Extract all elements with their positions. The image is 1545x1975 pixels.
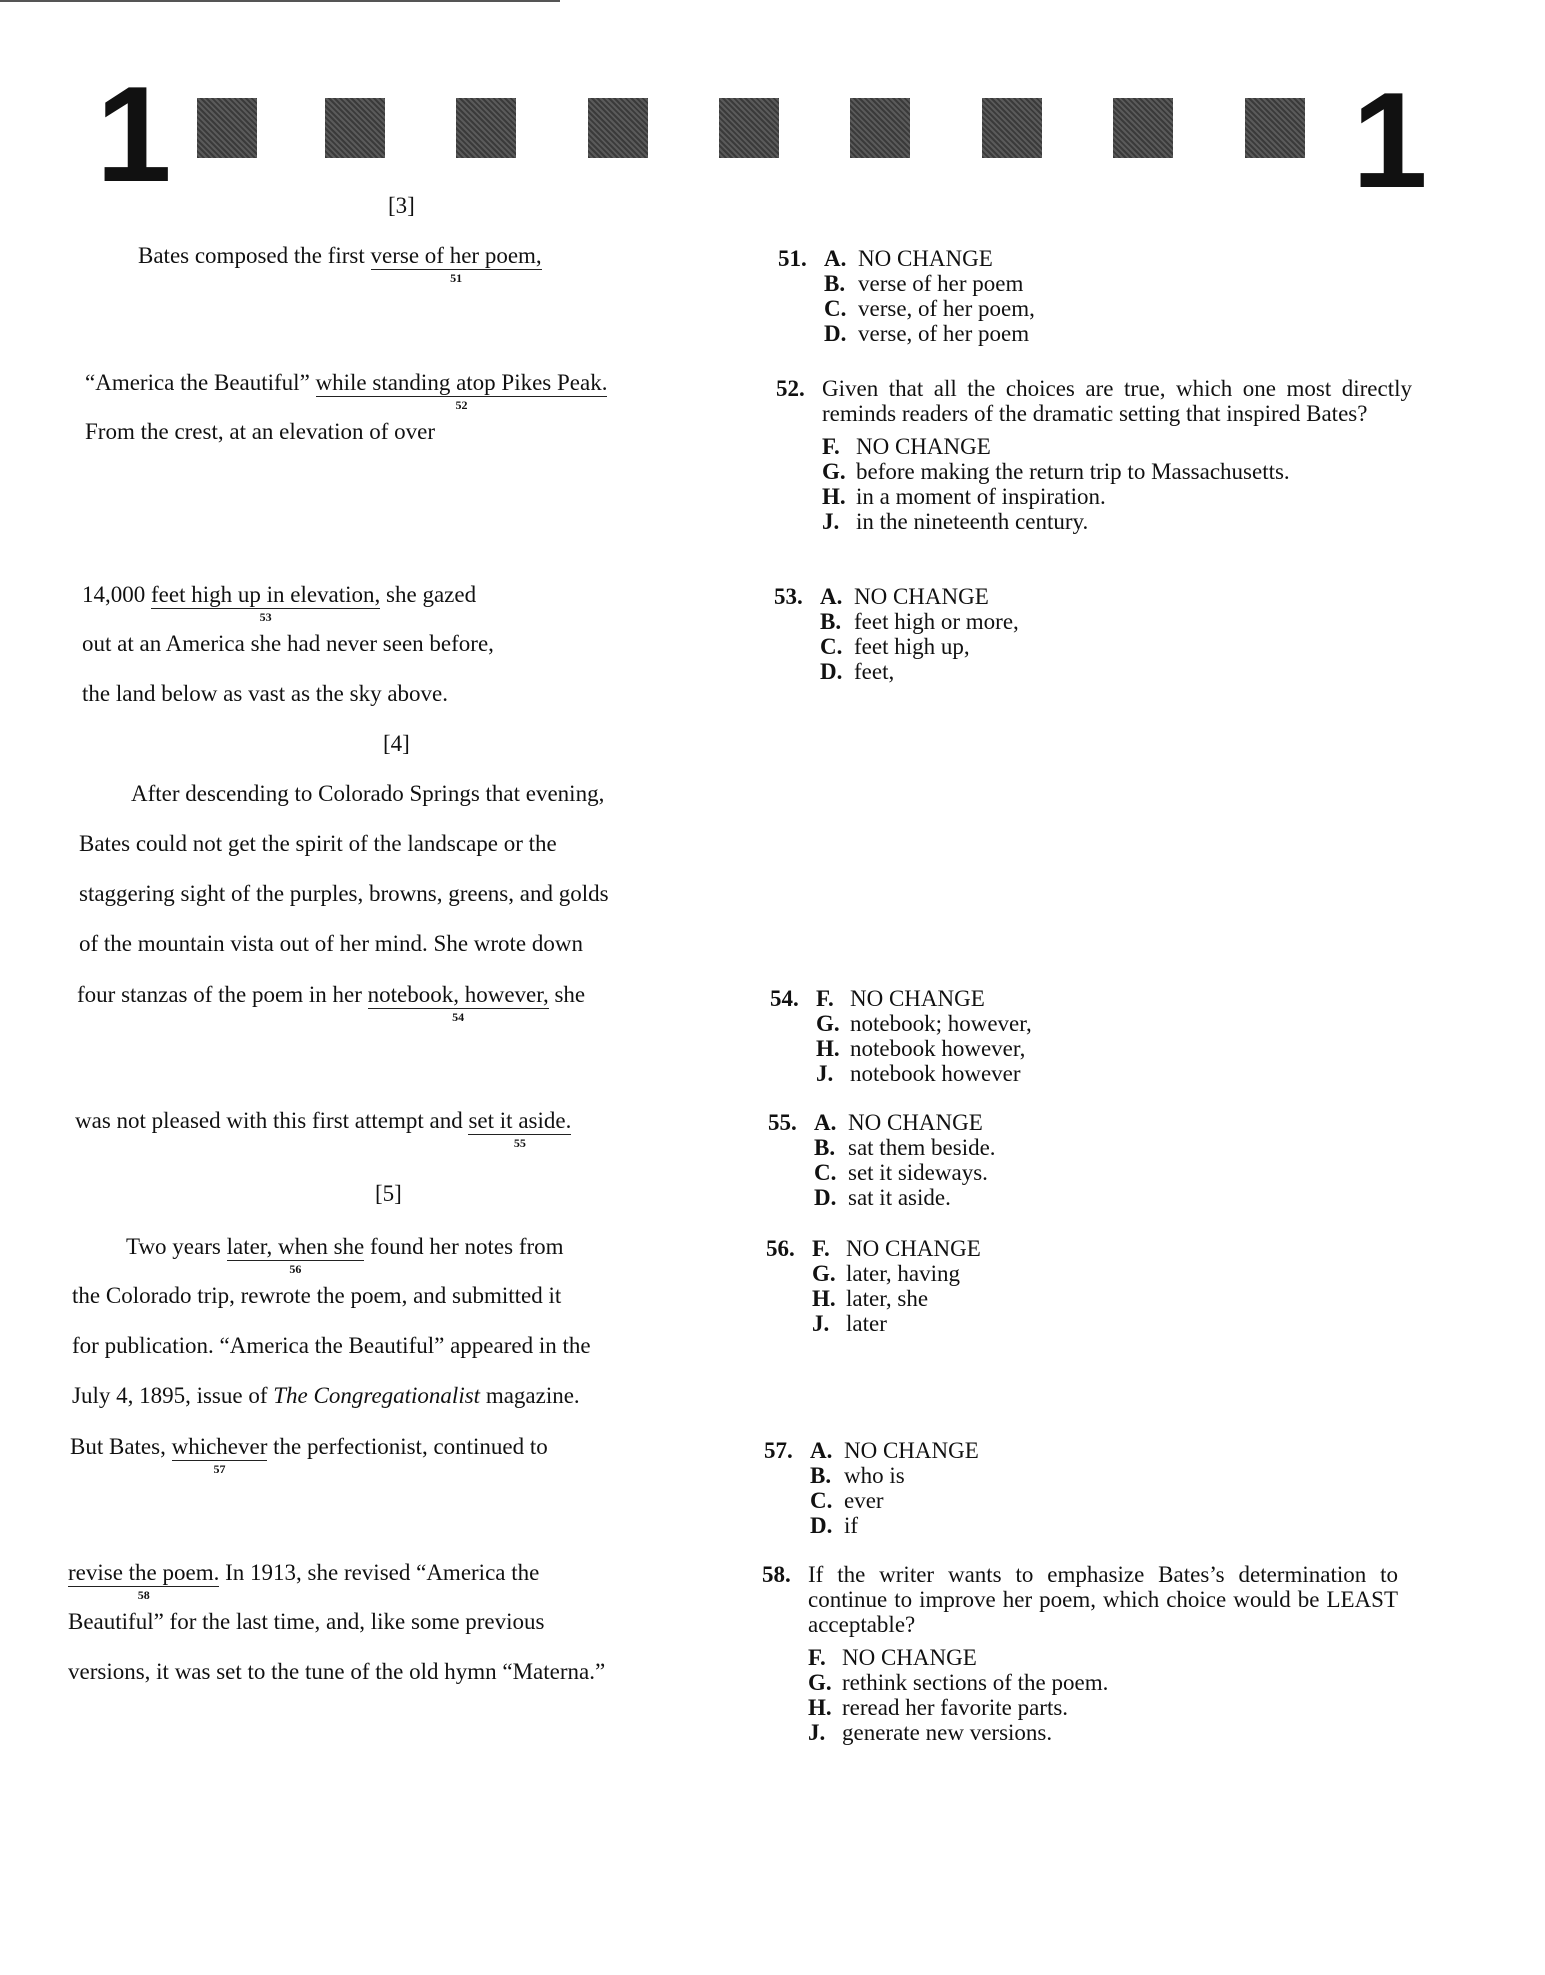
option-letter: G.	[808, 1670, 832, 1695]
question-marker: 57	[213, 1462, 226, 1477]
question-stem: Given that all the choices are true, which one most directly reminds readers of the dramatic setting that inspired Bates?	[822, 376, 1412, 426]
option-text: before making the return trip to Massachusetts.	[856, 459, 1290, 484]
question-58	[762, 1562, 1398, 1745]
option-letter: B.	[820, 609, 842, 634]
option-text: who is	[844, 1463, 905, 1488]
passage-line	[138, 243, 542, 286]
passage-text: Two years	[126, 1234, 227, 1259]
underlined-text: verse of her poem,	[370, 243, 542, 268]
option-letter: C.	[824, 296, 847, 321]
answer-option[interactable]	[762, 1670, 1398, 1695]
option-letter: H.	[812, 1286, 836, 1311]
question-number: 52.	[776, 376, 805, 401]
answer-option[interactable]	[762, 1645, 1398, 1670]
passage-line	[85, 370, 608, 413]
option-text: NO CHANGE	[842, 1645, 977, 1670]
option-letter: D.	[814, 1185, 837, 1210]
passage-line: out at an America she had never seen before,	[82, 631, 494, 656]
question-number: 54.	[770, 986, 799, 1011]
option-letter: C.	[810, 1488, 833, 1513]
option-letter: D.	[824, 321, 847, 346]
question-52	[776, 376, 1412, 534]
option-text: sat it aside.	[848, 1185, 951, 1210]
option-letter: J.	[822, 509, 840, 534]
option-text: feet high or more,	[854, 609, 1019, 634]
option-letter: J.	[812, 1311, 830, 1336]
passage-line	[82, 582, 477, 625]
option-letter: H.	[822, 484, 846, 509]
passage	[0, 0, 760, 1975]
option-text: verse, of her poem,	[858, 296, 1035, 321]
passage-line: Beautiful” for the last time, and, like some previous	[68, 1609, 545, 1634]
question-number: 56.	[766, 1236, 795, 1261]
answer-option[interactable]	[762, 1720, 1398, 1745]
question-marker: 51	[450, 271, 463, 286]
option-text: later, having	[846, 1261, 961, 1286]
passage-text: But Bates,	[70, 1434, 172, 1459]
underlined-text: whichever	[171, 1434, 268, 1459]
passage-text: “America the Beautiful”	[85, 370, 316, 395]
underlined-portion-55[interactable]	[468, 1108, 572, 1151]
option-text: in a moment of inspiration.	[856, 484, 1106, 509]
passage-line: for publication. “America the Beautiful” appeared in the	[72, 1333, 591, 1358]
option-text: NO CHANGE	[844, 1438, 979, 1463]
option-letter: F.	[808, 1645, 826, 1670]
underlined-portion-58[interactable]	[68, 1560, 220, 1603]
answer-option[interactable]	[776, 484, 1412, 509]
option-letter: B.	[810, 1463, 832, 1488]
option-text: NO CHANGE	[848, 1110, 983, 1135]
question-marker: 52	[455, 398, 468, 413]
passage-text: July 4, 1895, issue of	[72, 1383, 274, 1408]
passage-line: Bates could not get the spirit of the landscape or the	[79, 831, 557, 856]
option-text: NO CHANGE	[858, 246, 993, 271]
option-text: reread her favorite parts.	[842, 1695, 1069, 1720]
option-text: notebook; however,	[850, 1011, 1032, 1036]
option-text: feet high up,	[854, 634, 970, 659]
option-letter: H.	[816, 1036, 840, 1061]
underlined-portion-56[interactable]	[226, 1234, 365, 1277]
option-letter: C.	[814, 1160, 837, 1185]
underlined-portion-52[interactable]	[315, 370, 608, 413]
underlined-text: revise the poem.	[68, 1560, 220, 1585]
underlined-portion-51[interactable]	[370, 243, 542, 286]
passage-text: she gazed	[380, 582, 477, 607]
option-letter: F.	[822, 434, 840, 459]
passage-line	[75, 1108, 572, 1151]
option-letter: G.	[812, 1261, 836, 1286]
passage-text: found her notes from	[364, 1234, 564, 1259]
passage-text: magazine.	[480, 1383, 580, 1408]
option-text: NO CHANGE	[846, 1236, 981, 1261]
option-letter: D.	[820, 659, 843, 684]
publication-title: The Congregationalist	[273, 1383, 481, 1408]
underlined-text: later, when she	[226, 1234, 365, 1259]
option-letter: D.	[810, 1513, 833, 1538]
passage-text: In 1913, she revised “America the	[219, 1560, 540, 1585]
underlined-text: notebook, however,	[367, 982, 549, 1007]
question-column	[760, 0, 1545, 1975]
passage-line: After descending to Colorado Springs that evening,	[131, 781, 605, 806]
underlined-text: set it aside.	[468, 1108, 572, 1133]
option-text: ever	[844, 1488, 884, 1513]
option-letter: C.	[820, 634, 843, 659]
option-letter: F.	[812, 1236, 830, 1261]
option-letter: A.	[810, 1438, 833, 1463]
passage-line: of the mountain vista out of her mind. She wrote down	[79, 931, 584, 956]
question-number: 58.	[762, 1562, 791, 1587]
option-text: rethink sections of the poem.	[842, 1670, 1109, 1695]
passage-text: four stanzas of the poem in her	[77, 982, 368, 1007]
option-letter: B.	[814, 1135, 836, 1160]
option-text: set it sideways.	[848, 1160, 988, 1185]
option-text: notebook however	[850, 1061, 1021, 1086]
passage-text: 14,000	[82, 582, 151, 607]
underlined-text: while standing atop Pikes Peak.	[315, 370, 608, 395]
question-marker: 53	[259, 610, 272, 625]
question-number: 55.	[768, 1110, 797, 1135]
paragraph-number: [5]	[375, 1181, 402, 1206]
option-letter: J.	[808, 1720, 826, 1745]
option-text: notebook however,	[850, 1036, 1026, 1061]
option-text: if	[844, 1513, 859, 1538]
passage-line	[70, 1434, 548, 1477]
option-letter: H.	[808, 1695, 832, 1720]
option-text: NO CHANGE	[854, 584, 989, 609]
section-number-right: 1	[1352, 64, 1428, 216]
passage-text: the perfectionist, continued to	[267, 1434, 548, 1459]
question-number: 57.	[764, 1438, 793, 1463]
question-marker: 58	[137, 1588, 150, 1603]
option-letter: G.	[816, 1011, 840, 1036]
option-text: in the nineteenth century.	[856, 509, 1089, 534]
option-text: feet,	[854, 659, 895, 684]
question-marker: 55	[513, 1136, 526, 1151]
underlined-text: feet high up in elevation,	[151, 582, 381, 607]
passage-text: was not pleased with this first attempt and	[75, 1108, 469, 1133]
option-letter: J.	[816, 1061, 834, 1086]
passage-line: the Colorado trip, rewrote the poem, and submitted it	[72, 1283, 562, 1308]
passage-line	[72, 1384, 580, 1407]
option-text: NO CHANGE	[850, 986, 985, 1011]
option-text: verse, of her poem	[858, 321, 1030, 346]
option-text: sat them beside.	[848, 1135, 996, 1160]
passage-text: Bates composed the first	[138, 243, 371, 268]
passage-line: the land below as vast as the sky above.	[82, 681, 448, 706]
option-letter: A.	[820, 584, 843, 609]
option-letter: F.	[816, 986, 834, 1011]
answer-option[interactable]	[762, 1695, 1398, 1720]
option-letter: A.	[824, 246, 847, 271]
passage-line	[126, 1234, 564, 1277]
underlined-portion-57[interactable]	[171, 1434, 268, 1477]
paragraph-number: [3]	[388, 193, 415, 218]
option-letter: G.	[822, 459, 846, 484]
section-number-left: 1	[96, 58, 172, 210]
underlined-portion-54[interactable]	[367, 982, 549, 1025]
option-text: later	[846, 1311, 887, 1336]
question-stem: If the writer wants to emphasize Bates’s determination to continue to improve her poem, which choice would be LEAST acceptable?	[808, 1562, 1398, 1637]
passage-line: From the crest, at an elevation of over	[85, 419, 435, 444]
answer-option[interactable]	[776, 509, 1412, 534]
passage-text: she	[548, 982, 586, 1007]
answer-option[interactable]	[776, 459, 1412, 484]
question-marker: 56	[289, 1262, 302, 1277]
option-text: NO CHANGE	[856, 434, 991, 459]
passage-line	[77, 982, 586, 1025]
option-letter: A.	[814, 1110, 837, 1135]
question-number: 51.	[778, 246, 807, 271]
passage-line	[68, 1560, 540, 1603]
passage-line: versions, it was set to the tune of the old hymn “Materna.”	[68, 1659, 606, 1684]
option-text: verse of her poem	[858, 271, 1024, 296]
paragraph-number: [4]	[383, 731, 410, 756]
underlined-portion-53[interactable]	[151, 582, 381, 625]
answer-option[interactable]	[776, 434, 1412, 459]
passage-line: staggering sight of the purples, browns, greens, and golds	[79, 881, 609, 906]
question-number: 53.	[774, 584, 803, 609]
option-text: later, she	[846, 1286, 929, 1311]
option-letter: B.	[824, 271, 846, 296]
option-text: generate new versions.	[842, 1720, 1053, 1745]
question-marker: 54	[452, 1010, 465, 1025]
